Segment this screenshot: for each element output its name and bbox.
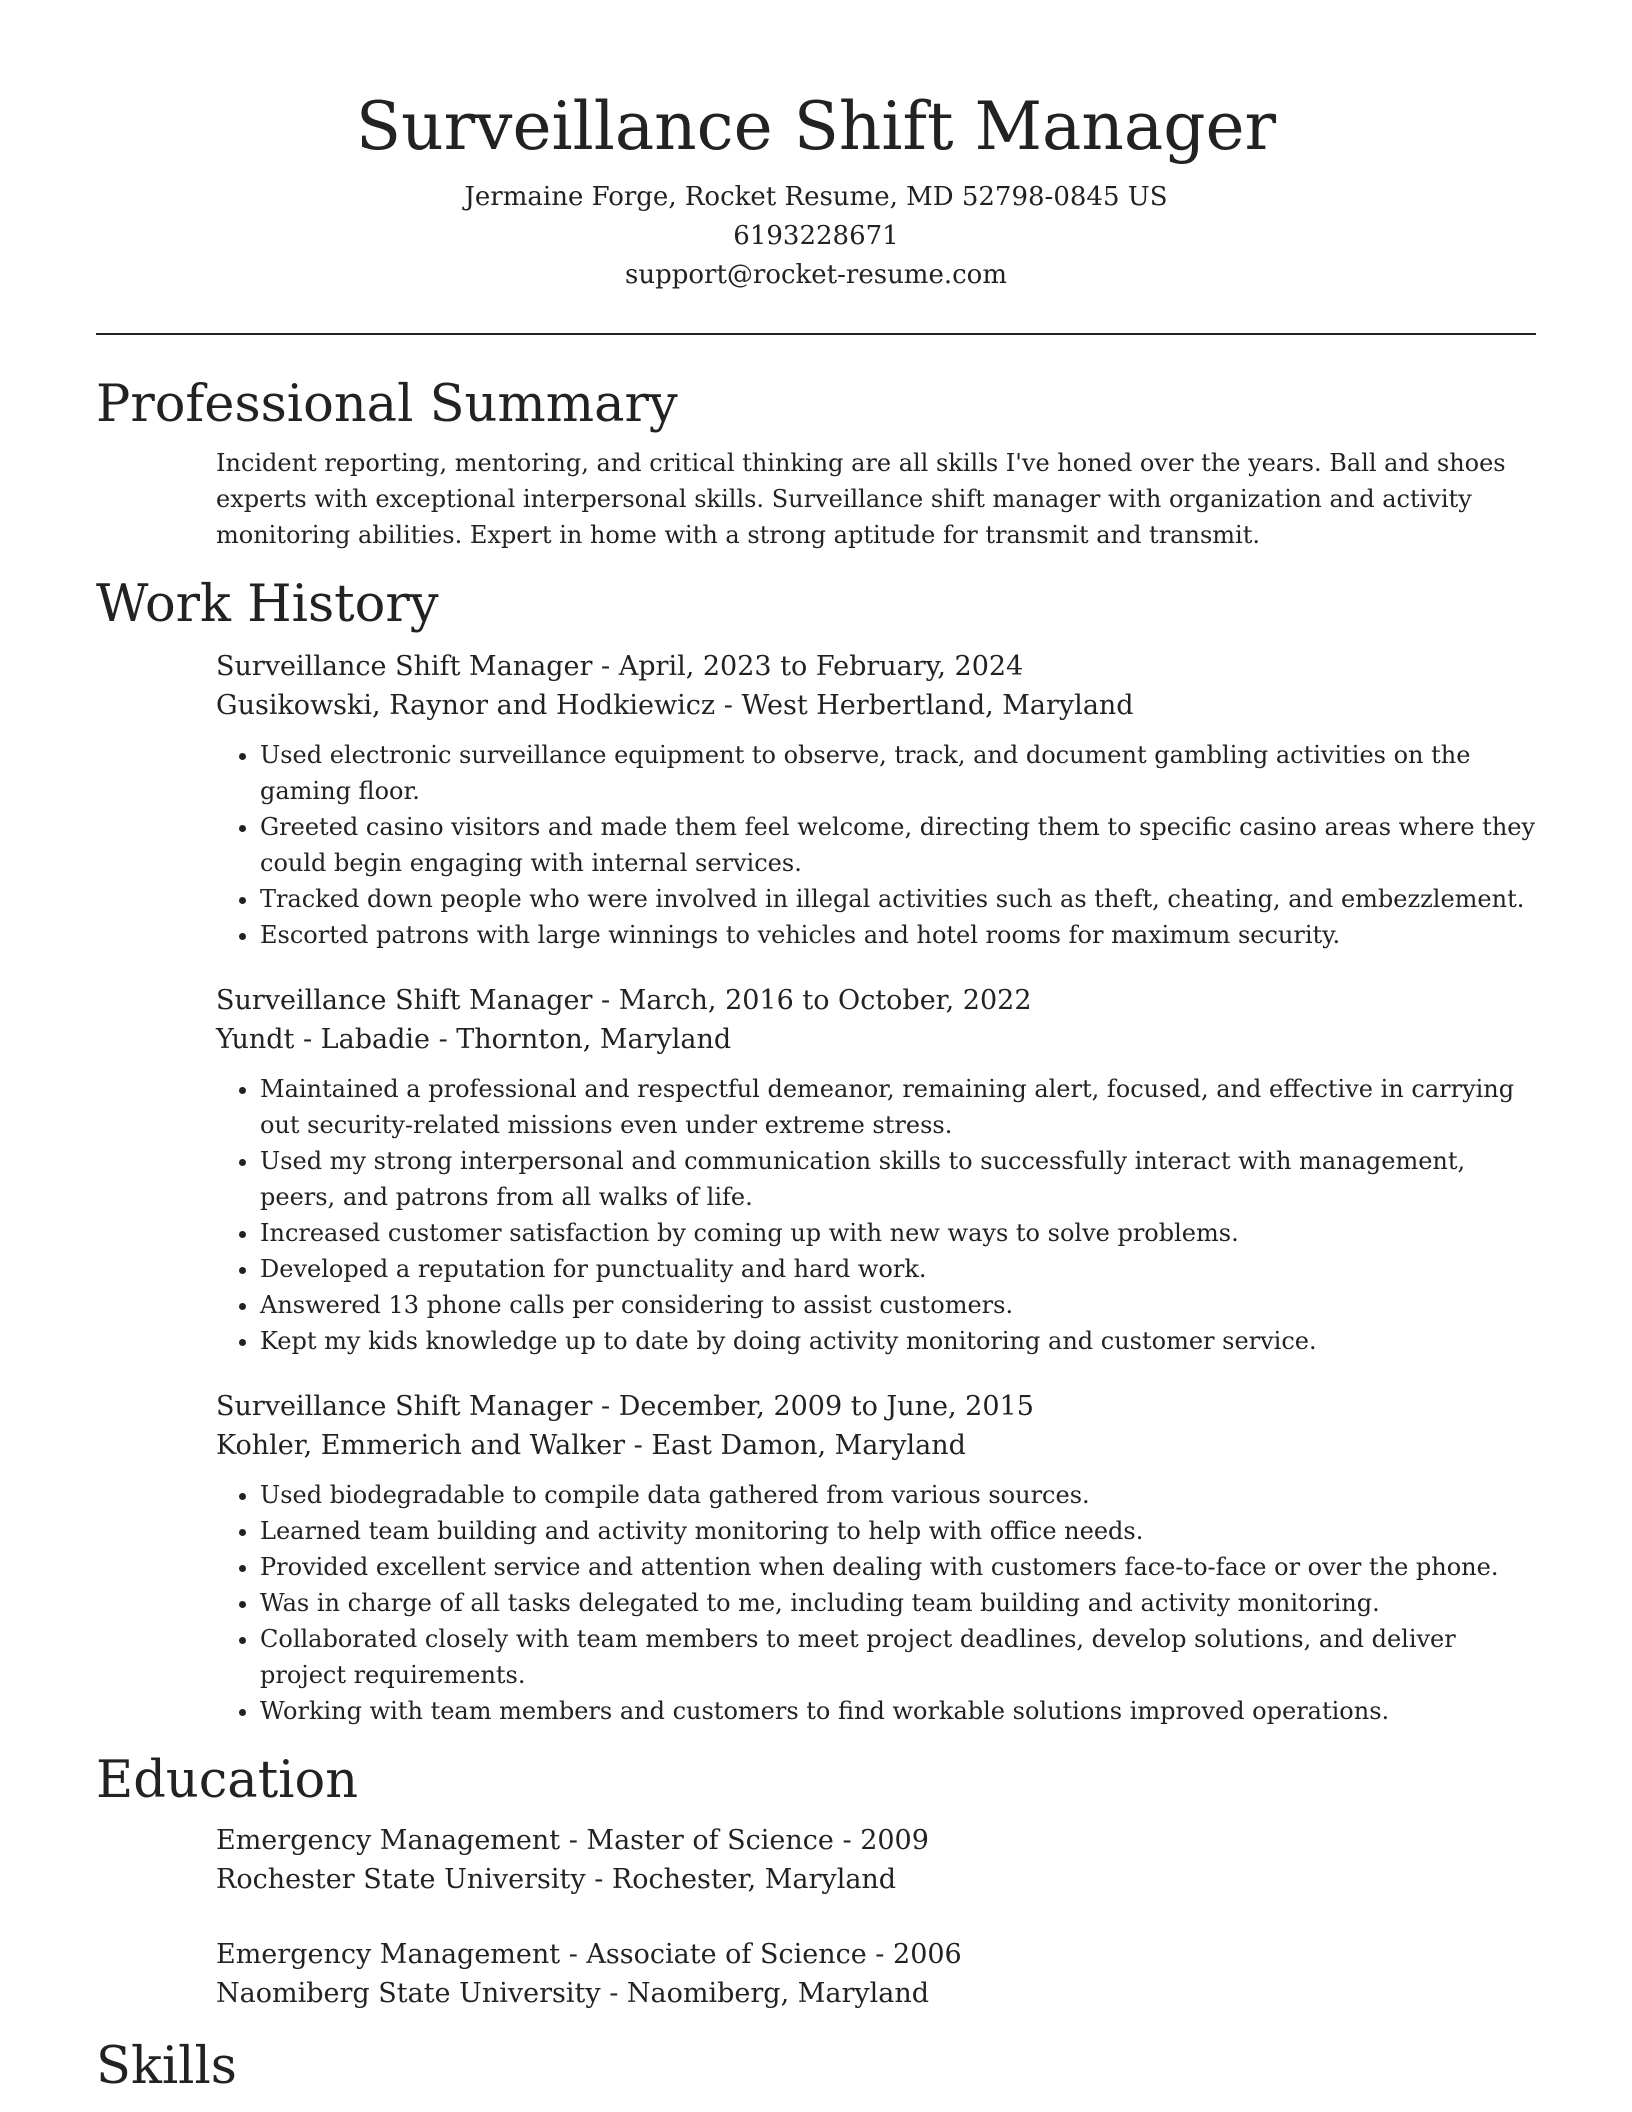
education-school-line — [216, 1860, 1536, 1899]
separator: - — [866, 1939, 894, 1970]
job-entry — [216, 981, 1536, 1359]
list-item: • Answered 13 phone calls per considering to assist customers. — [260, 1287, 1536, 1323]
job-location: West Herbertland, Maryland — [741, 690, 1134, 721]
education-school: Rochester State University — [216, 1864, 586, 1895]
job-title-line — [216, 981, 1536, 1020]
education-school: Naomiberg State University — [216, 1978, 601, 2009]
education-degree: Master of Science — [586, 1825, 834, 1856]
education-degree-line — [216, 1935, 1536, 1974]
education-entry — [216, 1821, 1536, 1899]
list-item: • Used my strong interpersonal and communication skills to successfully interact with management, peers, and patrons from all walks of life. — [260, 1143, 1536, 1215]
summary-section — [96, 373, 1536, 553]
phone: 6193228671 — [733, 221, 899, 251]
education-year: 2009 — [860, 1825, 929, 1856]
list-item: • Greeted casino visitors and made them feel welcome, directing them to specific casino areas where they could begin engaging with internal services. — [260, 809, 1536, 881]
job-entry — [216, 1387, 1536, 1729]
education-entry — [216, 1935, 1536, 2013]
separator: - — [592, 651, 619, 682]
list-item: • Working with team members and customers to find workable solutions improved operations. — [260, 1693, 1536, 1729]
separator: - — [625, 1430, 652, 1461]
list-item: • Was in charge of all tasks delegated to me, including team building and activity monitoring. — [260, 1585, 1536, 1621]
job-location: Thornton, Maryland — [456, 1024, 732, 1055]
job-title-line — [216, 647, 1536, 686]
separator: - — [560, 1825, 587, 1856]
education-section — [96, 1749, 1536, 2013]
education-school-line — [216, 1974, 1536, 2013]
list-item: • Developed a reputation for punctuality and hard work. — [260, 1251, 1536, 1287]
job-duties-list — [216, 737, 1536, 953]
job-position: Surveillance Shift Manager — [216, 985, 593, 1016]
work-history-heading: Work History — [96, 575, 439, 634]
job-position: Surveillance Shift Manager — [216, 651, 593, 682]
job-dates: March, 2016 to October, 2022 — [618, 985, 1032, 1016]
job-company-line — [216, 686, 1536, 725]
job-company: Gusikowski, Raynor and Hodkiewicz — [216, 690, 716, 721]
list-item: • Kept my kids knowledge up to date by doing activity monitoring and customer service. — [260, 1323, 1536, 1359]
resume-header — [96, 0, 1536, 295]
job-company-line — [216, 1020, 1536, 1059]
separator: - — [429, 1024, 457, 1055]
separator: - — [600, 1978, 627, 2009]
education-field: Emergency Management — [216, 1825, 561, 1856]
header-divider — [96, 333, 1536, 335]
job-company: Yundt - Labadie — [216, 1024, 430, 1055]
education-heading: Education — [96, 1751, 359, 1810]
separator: - — [592, 985, 619, 1016]
job-duties-list — [216, 1477, 1536, 1729]
separator: - — [585, 1864, 612, 1895]
education-degree-line — [216, 1821, 1536, 1860]
work-history-section — [96, 573, 1536, 1729]
contact-block — [96, 178, 1536, 295]
list-item: • Escorted patrons with large winnings to vehicles and hotel rooms for maximum security. — [260, 917, 1536, 953]
job-company-line — [216, 1426, 1536, 1465]
education-degree: Associate of Science — [586, 1939, 867, 1970]
address: Jermaine Forge, Rocket Resume, MD 52798-0845 US — [464, 182, 1168, 212]
job-dates: April, 2023 to February, 2024 — [618, 651, 1024, 682]
education-location: Naomiberg, Maryland — [626, 1978, 930, 2009]
separator: - — [560, 1939, 587, 1970]
education-field: Emergency Management — [216, 1939, 561, 1970]
resume-page — [96, 0, 1536, 2099]
list-item: • Increased customer satisfaction by coming up with new ways to solve problems. — [260, 1215, 1536, 1251]
job-company: Kohler, Emmerich and Walker — [216, 1430, 626, 1461]
list-item: • Used electronic surveillance equipment to observe, track, and document gambling activities on the gaming floor. — [260, 737, 1536, 809]
skills-heading: Skills — [96, 2037, 237, 2096]
separator: - — [715, 690, 742, 721]
separator: - — [833, 1825, 861, 1856]
job-location: East Damon, Maryland — [651, 1430, 966, 1461]
list-item: • Learned team building and activity monitoring to help with office needs. — [260, 1513, 1536, 1549]
job-entry — [216, 647, 1536, 953]
education-location: Rochester, Maryland — [611, 1864, 897, 1895]
list-item: • Tracked down people who were involved in illegal activities such as theft, cheating, and embezzlement. — [260, 881, 1536, 917]
separator: - — [592, 1391, 619, 1422]
summary-heading: Professional Summary — [96, 375, 678, 434]
job-title-line — [216, 1387, 1536, 1426]
education-year: 2006 — [893, 1939, 962, 1970]
jobs-list — [96, 647, 1536, 1729]
list-item: • Maintained a professional and respectful demeanor, remaining alert, focused, and effective in carrying out security-related missions even under extreme stress. — [260, 1071, 1536, 1143]
education-list — [96, 1821, 1536, 2013]
job-position: Surveillance Shift Manager — [216, 1391, 593, 1422]
list-item: • Provided excellent service and attention when dealing with customers face-to-face or over the phone. — [260, 1549, 1536, 1585]
skills-section — [96, 2035, 1536, 2099]
resume-title: Surveillance Shift Manager — [355, 88, 1277, 165]
list-item: • Collaborated closely with team members to meet project deadlines, develop solutions, and deliver project requirements. — [260, 1621, 1536, 1693]
job-dates: December, 2009 to June, 2015 — [618, 1391, 1034, 1422]
list-item: • Used biodegradable to compile data gathered from various sources. — [260, 1477, 1536, 1513]
email: support@rocket-resume.com — [624, 260, 1007, 290]
summary-text: Incident reporting, mentoring, and critical thinking are all skills I've honed over the years. Ball and shoes experts with exceptional interpersonal skills. Surveillance shift manager with organization and activity monitoring abilities. Expert in home with a strong aptitude for transmit and transmit. — [216, 449, 1506, 549]
job-duties-list — [216, 1071, 1536, 1359]
